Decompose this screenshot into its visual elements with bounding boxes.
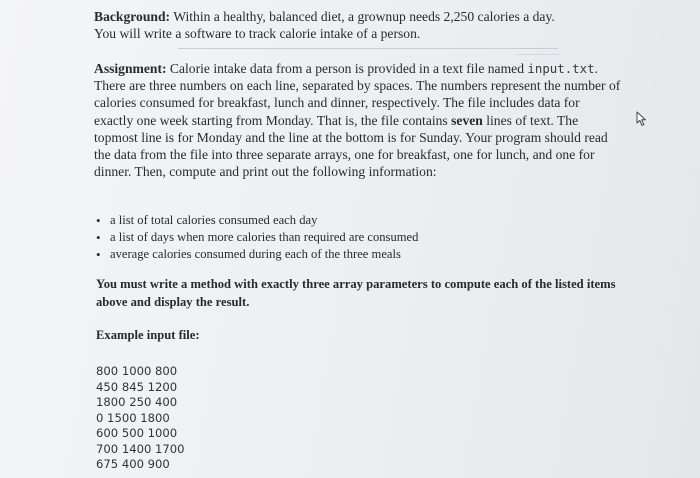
list-item-text: a list of days when more calories than required are consumed xyxy=(110,230,419,245)
method-requirement: You must write a method with exactly three array parameters to compute each of the listed items above and display the result. xyxy=(96,277,616,309)
assignment-paragraph xyxy=(94,60,622,180)
faint-underline-right xyxy=(516,54,560,55)
input-filename: input.txt xyxy=(527,61,595,76)
assignment-text-c: lines of text. The topmost line is for Monday and the line at the bottom is for Sunday. Your program should read the data from the file into three separate arrays, one for breakfast, one for lunch, and one for dinner. Then, compute and print out the following information: xyxy=(94,112,608,180)
list-item xyxy=(96,229,418,246)
seven-emphasis: seven xyxy=(451,112,483,128)
example-heading: Example input file: xyxy=(96,328,200,342)
list-item xyxy=(96,246,418,263)
bullet-icon: • xyxy=(96,247,101,263)
bullet-icon: • xyxy=(96,230,101,246)
input-line: 1800 250 400 xyxy=(96,395,178,409)
input-line: 700 1400 1700 xyxy=(96,441,185,456)
bullet-icon: • xyxy=(96,213,101,228)
list-item-text: average calories consumed during each of the three meals xyxy=(110,247,401,262)
example-input-file xyxy=(96,364,185,473)
background-text-line-1: Within a healthy, balanced diet, a grownup needs 2,250 calories a day. xyxy=(170,9,555,24)
assignment-label: Assignment: xyxy=(94,61,167,76)
input-line: 450 845 1200 xyxy=(96,379,178,394)
assignment-text-b: . There are three numbers on each line, separated by spaces. The numbers represent the number of calories consumed for breakfast, lunch and dinner, respectively. The file includes data for exactly one week starting from Monday. That is, the file contains xyxy=(94,61,621,128)
assignment-text-a: Calorie intake data from a person is provided in a text file named xyxy=(166,61,524,76)
requirements-list xyxy=(96,212,418,264)
list-item xyxy=(96,212,418,229)
background-paragraph xyxy=(94,8,624,42)
mouse-pointer-icon xyxy=(636,111,648,127)
background-text-line-2: You will write a software to track calorie intake of a person. xyxy=(94,26,421,42)
input-line: 0 1500 1800 xyxy=(96,410,170,425)
list-item-text: a list of total calories consumed each day xyxy=(110,213,318,227)
faint-underline xyxy=(178,48,558,49)
input-line: 600 500 1000 xyxy=(96,426,178,440)
input-line: 675 400 900 xyxy=(96,457,170,471)
background-label: Background: xyxy=(94,9,171,24)
input-line: 800 1000 800 xyxy=(96,364,178,378)
